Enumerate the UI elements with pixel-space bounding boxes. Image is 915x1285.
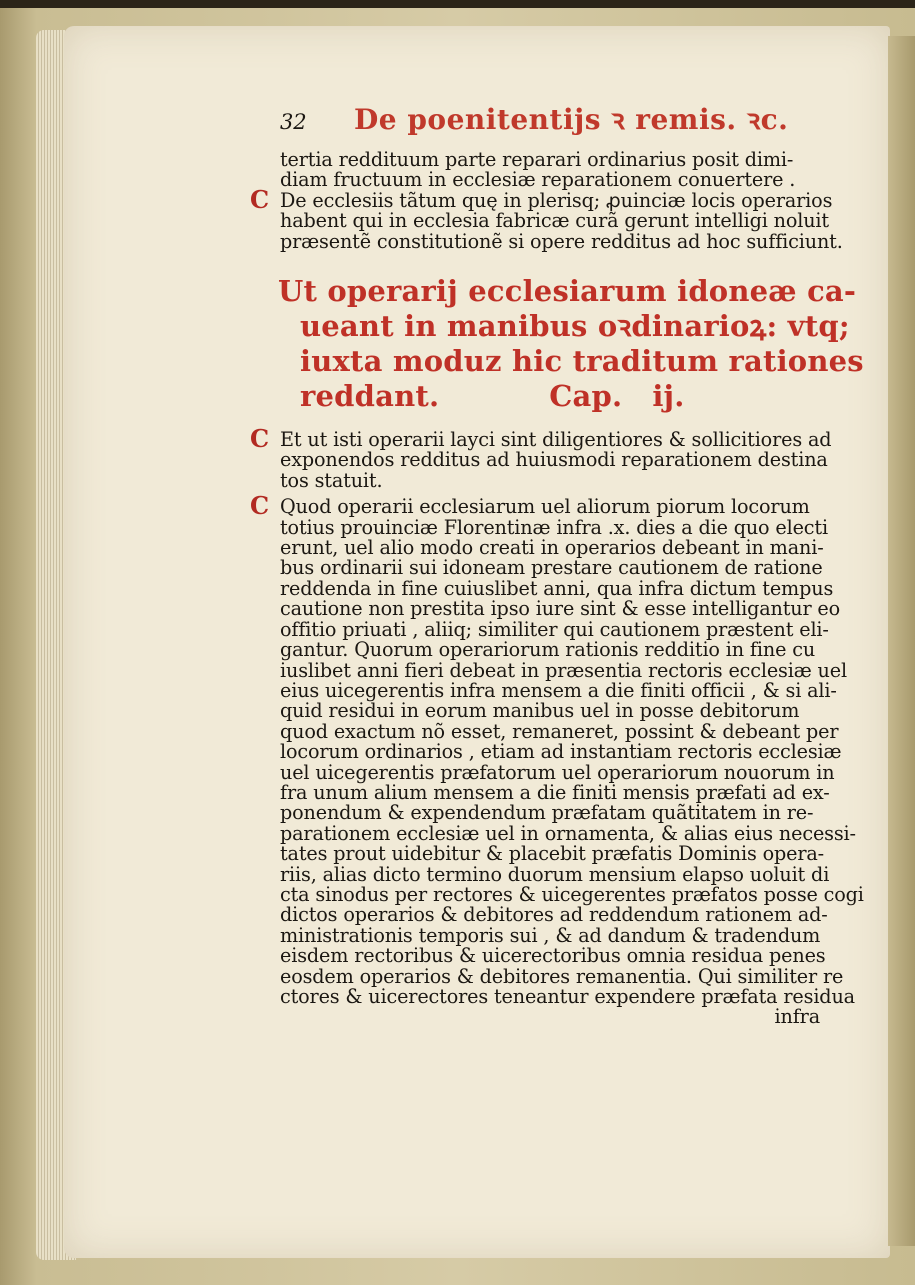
paragraph-1 (280, 150, 820, 191)
rubric-line: iuxta moduz hic traditum rationes (300, 344, 864, 379)
text-line: locorum ordinarios , etiam ad instantiam rectoris ecclesiæ (280, 740, 842, 764)
text-line: riis, alias dicto termino duorum mensium elapso uoluit di (280, 862, 830, 886)
text-line: ministrationis temporis sui , & ad dandum & tradendum (280, 923, 821, 947)
chapter-label: Cap. (549, 379, 623, 414)
rubric-line: ueant in manibus oꝛdinarioꝝ: vtq; (300, 309, 850, 344)
rubric-line: Ut operarij ecclesiarum idoneæ ca- (278, 274, 857, 309)
text-line: offitio priuati , aliiq; similiter qui cautionem præstent eli- (280, 617, 829, 641)
text-line: bus ordinarii sui idoneam prestare cautionem de ratione (280, 556, 823, 580)
rubric-line-last (278, 379, 820, 414)
text-line: præsentẽ constitutionẽ si opere redditus ad hoc sufficiunt. (280, 229, 843, 253)
text-line: totius prouinciæ Florentinæ infra .x. dies a die quo electi (280, 515, 828, 539)
rubric-last-word: reddant. (300, 379, 440, 414)
chapter-rubric (278, 274, 864, 414)
text-line: ctores & uicerectores teneantur expendere præfata residua (280, 985, 855, 1008)
text-line: Et ut isti operarii layci sint diligentiores & sollicitiores ad (280, 428, 832, 452)
binding-edge (888, 36, 915, 1246)
paragraph-4 (250, 491, 864, 1029)
text-line: dictos operarios & debitores ad reddendum rationem ad- (280, 903, 828, 927)
text-line: uel uicegerentis præfatorum uel operariorum nouorum in (280, 760, 835, 784)
text-line: parationem ecclesiæ uel in ornamenta, & alias eius necessi- (280, 821, 856, 845)
paragraph-2 (250, 184, 843, 253)
text-line: tos statuit. (280, 468, 383, 492)
text-line: tertia reddituum parte reparari ordinarius posit dimi- (280, 148, 794, 171)
pilcrow-icon: C (250, 491, 269, 521)
text-line: quod exactum nõ esset, remaneret, possint & debeant per (280, 719, 839, 743)
text-line: tates prout uidebitur & placebit præfatis Dominis opera- (280, 842, 825, 866)
text-line: exponendos redditus ad huiusmodi reparationem destina (280, 448, 828, 472)
text-line: fra unum alium mensem a die finiti mensis præfati ad ex- (280, 780, 830, 804)
page-text (250, 103, 864, 1029)
text-line: eius uicegerentis infra mensem a die finiti officii , & si ali- (280, 678, 837, 702)
text-line: De ecclesiis tãtum quę in plerisq; ꝓuinciæ locis operarios (280, 188, 833, 212)
text-line: ponendum & expendendum præfatam quãtitatem in re- (280, 801, 814, 825)
folio-number: 32 (280, 110, 307, 134)
text-line: quid residui in eorum manibus uel in posse debitorum (280, 699, 800, 723)
text-line: habent qui in ecclesia fabricæ curã gerunt intelligi noluit (280, 209, 829, 233)
text-line: erunt, uel alio modo creati in operarios debeant in mani- (280, 536, 824, 560)
running-head: De poenitentijs ꝛ remis. ꝛc. (354, 103, 789, 136)
pilcrow-icon: C (250, 424, 269, 454)
text-line: eosdem operarios & debitores remanentia. Qui similiter re (280, 964, 844, 988)
chapter-number: ij. (652, 379, 685, 414)
text-line: cta sinodus per rectores & uicegerentes præfatos posse cogi (280, 882, 864, 906)
text-line: Quod operarii ecclesiarum uel aliorum piorum locorum (280, 495, 810, 519)
text-line: gantur. Quorum operariorum rationis redditio in fine cu (280, 638, 816, 662)
text-line: iuslibet anni fieri debeat in præsentia rectoris ecclesiæ uel (280, 658, 847, 682)
text-line: cautione non prestita ipso iure sint & esse intelligantur eo (280, 597, 841, 621)
text-line: reddenda in fine cuiuslibet anni, qua infra dictum tempus (280, 576, 834, 600)
pilcrow-icon: C (250, 184, 269, 214)
text-line: eisdem rectoribus & uicerectoribus omnia residua penes (280, 944, 826, 968)
catchword: infra (774, 1005, 820, 1029)
paragraph-3 (250, 424, 832, 492)
text-line: diam fructuum in ecclesiæ reparationem conuertere . (280, 168, 796, 192)
page-header (280, 103, 820, 150)
